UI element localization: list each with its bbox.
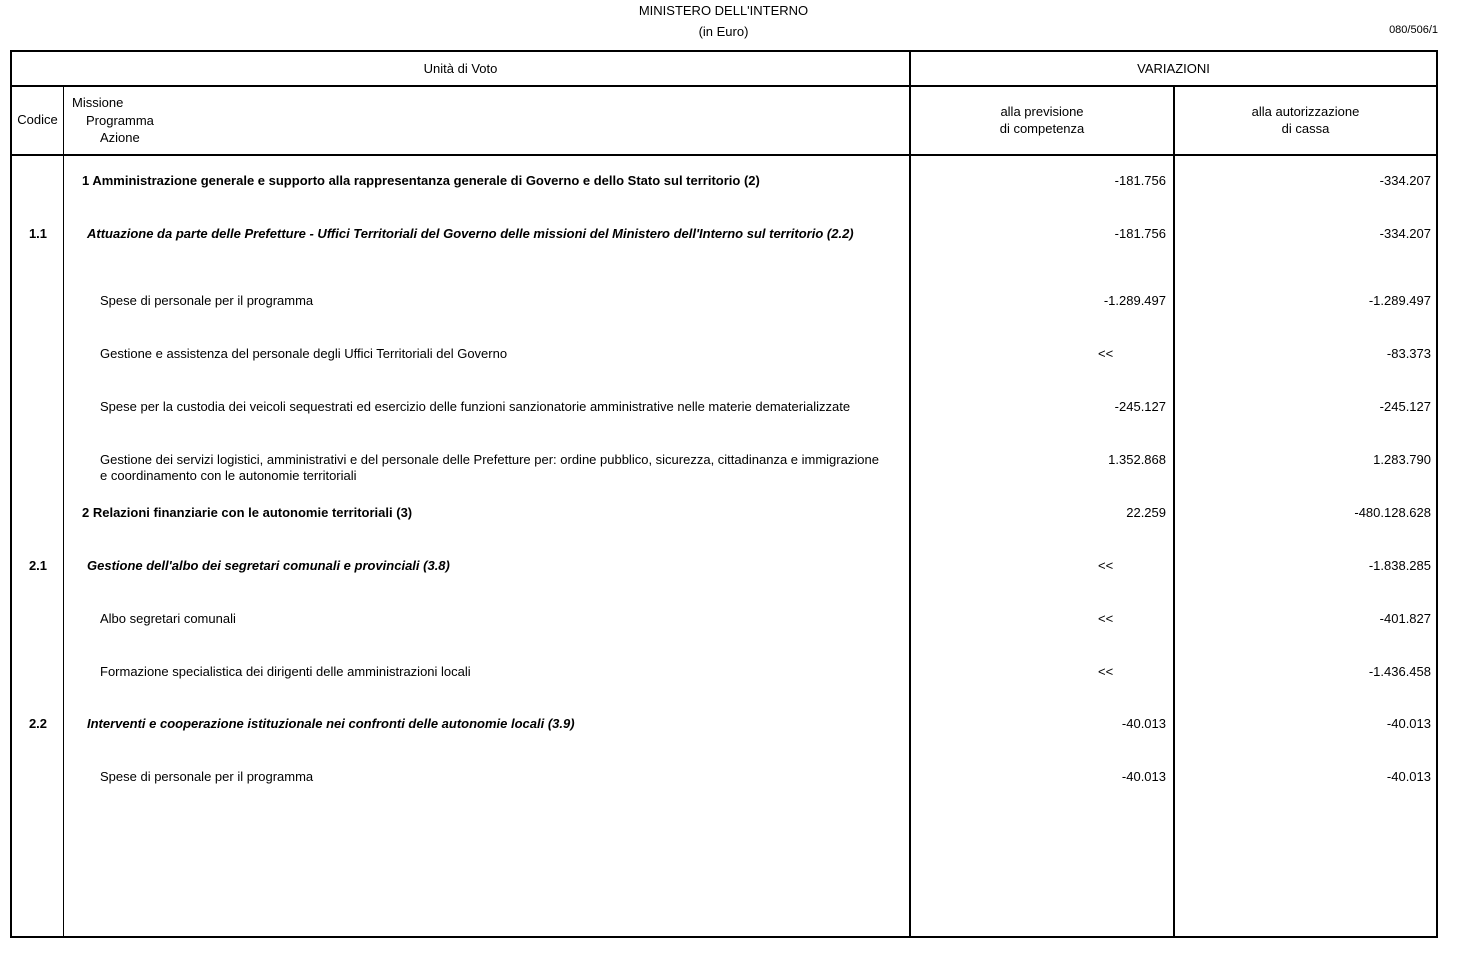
row-cassa: -1.289.497 <box>1368 293 1431 308</box>
row-description: 2 Relazioni finanziarie con le autonomie territoriali (3) <box>82 505 413 520</box>
row-description: Albo segretari comunali <box>100 611 236 626</box>
document-reference: 080/506/1 <box>1389 24 1438 36</box>
header-hierarchy <box>72 94 154 147</box>
row-description: Gestione e assistenza del personale degli Uffici Territoriali del Governo <box>100 346 508 361</box>
row-competenza: -245.127 <box>1114 399 1166 414</box>
row-description: Spese di personale per il programma <box>100 769 314 784</box>
row-cassa: -245.127 <box>1379 399 1431 414</box>
row-cassa: -480.128.628 <box>1354 505 1431 520</box>
page-title: MINISTERO DELL'INTERNO <box>638 3 809 18</box>
header-competenza-line1: alla previsione <box>1000 104 1084 119</box>
row-cassa: -1.838.285 <box>1368 558 1431 573</box>
currency-subtitle: (in Euro) <box>698 24 749 39</box>
header-competenza <box>911 103 1173 137</box>
header-unita-di-voto: Unità di Voto <box>423 61 498 76</box>
row-competenza: -181.756 <box>1114 173 1166 188</box>
row-code: 1.1 <box>28 226 48 241</box>
header-missione: Missione <box>72 95 124 110</box>
header-codice: Codice <box>17 112 58 127</box>
row-cassa: -40.013 <box>1386 716 1431 731</box>
header-cassa <box>1175 103 1436 137</box>
row-cassa: 1.283.790 <box>1373 452 1431 467</box>
row-competenza: << <box>1098 558 1114 573</box>
row-description: Spese per la custodia dei veicoli sequestrati ed esercizio delle funzioni sanzionatorie amministrative nelle materie dematerializzate <box>100 399 851 414</box>
row-competenza: 1.352.868 <box>1108 452 1166 467</box>
row-description: Formazione specialistica dei dirigenti delle amministrazioni locali <box>100 664 471 679</box>
row-description: 1 Amministrazione generale e supporto alla rappresentanza generale di Governo e dello Stato sul territorio (2) <box>82 173 760 188</box>
row-cassa: -83.373 <box>1386 346 1431 361</box>
row-competenza: << <box>1098 346 1114 361</box>
row-description: Interventi e cooperazione istituzionale nei confronti delle autonomie locali (3.9) <box>87 716 575 731</box>
row-cassa: -1.436.458 <box>1368 664 1431 679</box>
row-code: 2.1 <box>28 558 48 573</box>
header-programma: Programma <box>86 112 154 128</box>
row-description: Spese di personale per il programma <box>100 293 314 308</box>
header-azione: Azione <box>100 130 140 145</box>
row-competenza: << <box>1098 664 1114 679</box>
row-competenza: -181.756 <box>1114 226 1166 241</box>
row-description: Gestione dei servizi logistici, amministrativi e del personale delle Prefetture per: ordine pubblico, sicurezza, cittadinanza e immigrazione e coordinamento con le autonomie territoriali <box>100 452 879 483</box>
row-code: 2.2 <box>28 716 48 731</box>
row-competenza: 22.259 <box>1126 505 1166 520</box>
row-competenza: -1.289.497 <box>1103 293 1166 308</box>
row-cassa: -334.207 <box>1379 226 1431 241</box>
header-cassa-line2: di cassa <box>1281 121 1330 136</box>
header-variazioni: VARIAZIONI <box>1137 61 1210 76</box>
row-competenza: -40.013 <box>1121 769 1166 784</box>
row-description: Attuazione da parte delle Prefetture - Uffici Territoriali del Governo delle missioni del Ministero dell'Interno sul territorio (2.2) <box>87 226 854 241</box>
row-cassa: -334.207 <box>1379 173 1431 188</box>
row-cassa: -40.013 <box>1386 769 1431 784</box>
header-competenza-line2: di competenza <box>999 121 1085 136</box>
row-cassa: -401.827 <box>1379 611 1431 626</box>
header-cassa-line1: alla autorizzazione <box>1251 104 1360 119</box>
row-competenza: << <box>1098 611 1114 626</box>
row-competenza: -40.013 <box>1121 716 1166 731</box>
row-description: Gestione dell'albo dei segretari comunali e provinciali (3.8) <box>87 558 450 573</box>
